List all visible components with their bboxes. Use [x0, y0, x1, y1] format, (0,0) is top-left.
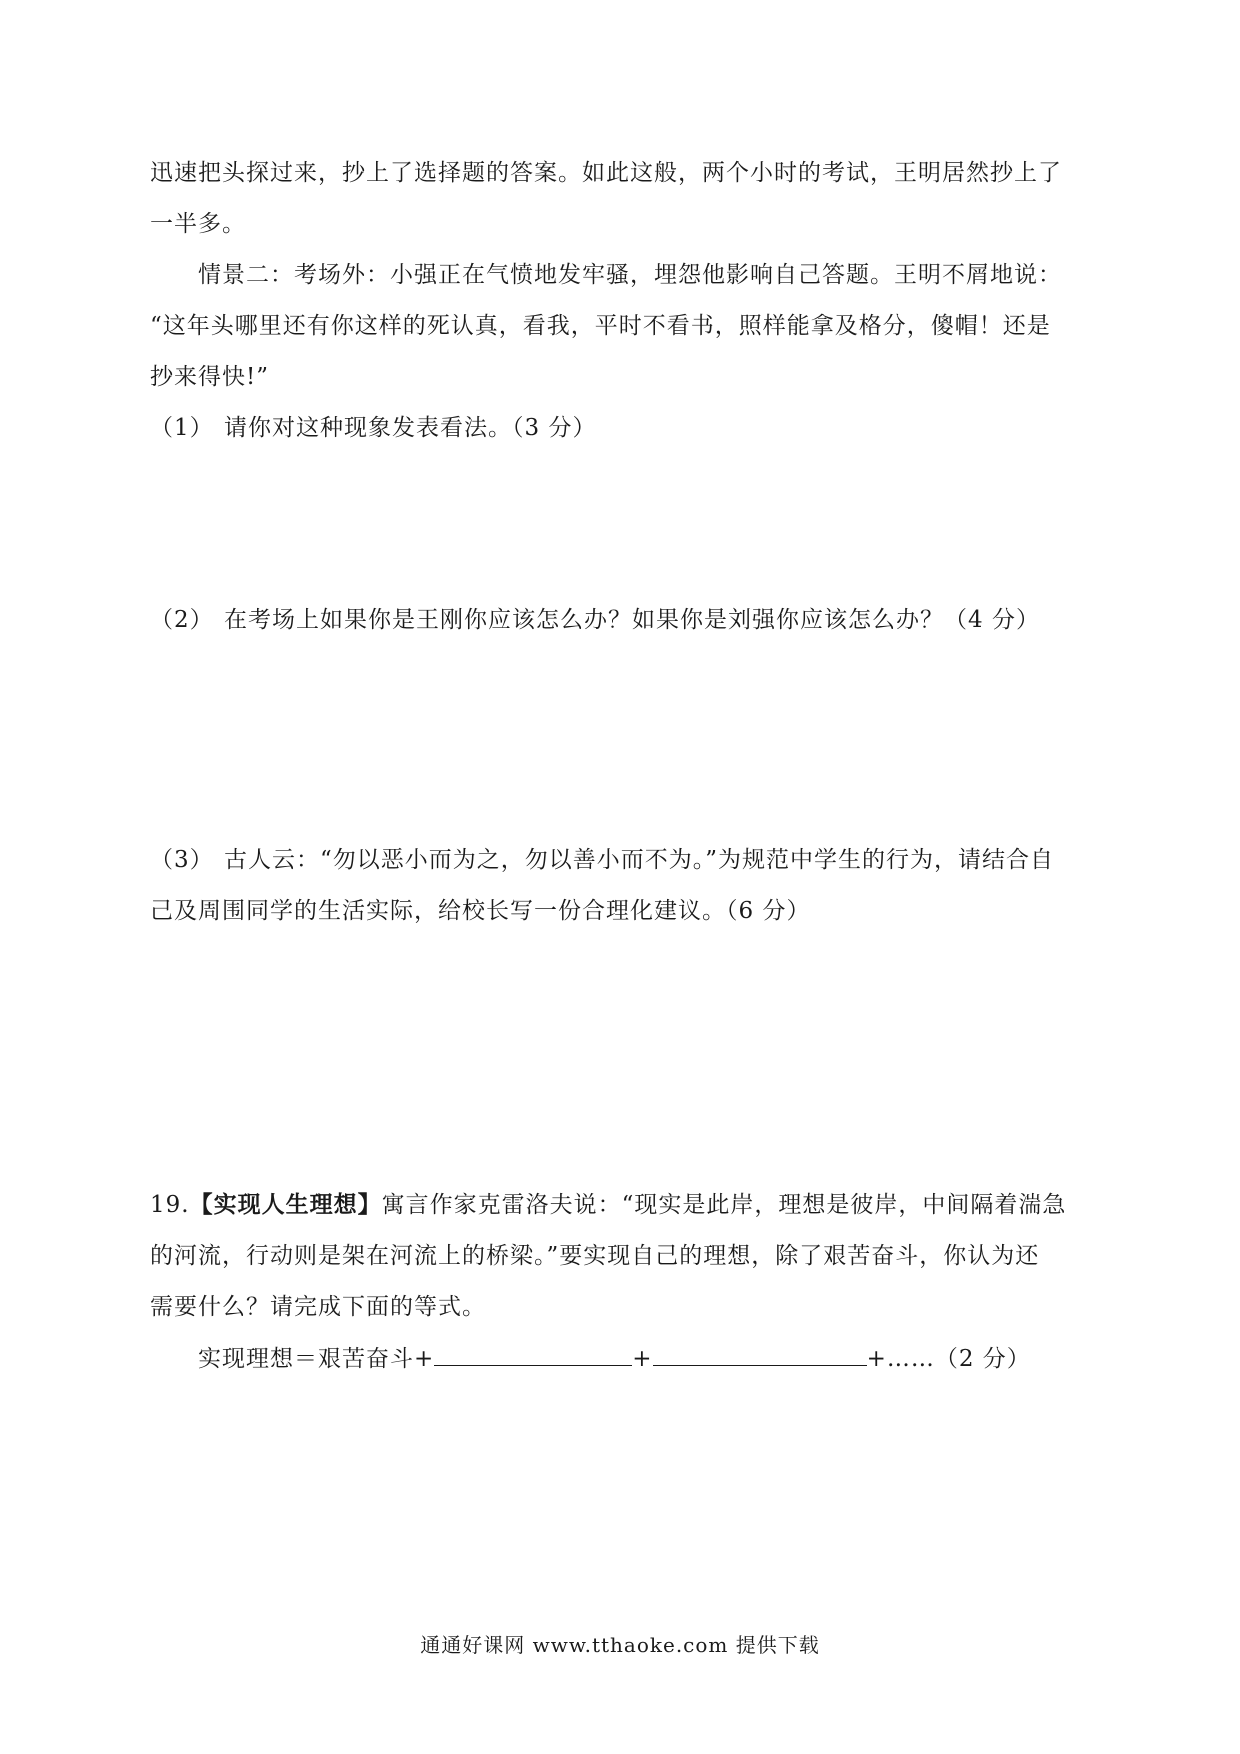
question-1 — [150, 413, 596, 443]
question-3-text-line-2: 己及周围同学的生活实际，给校长写一份合理化建议。（6 分） — [150, 898, 811, 924]
footer-text: 通通好课网 www.tthaoke.com 提供下载 — [420, 1633, 820, 1657]
question-19-line-3: 需要什么？请完成下面的等式。 — [150, 1294, 486, 1320]
formula-prefix: 实现理想＝艰苦奋斗+ — [198, 1346, 435, 1372]
question-3 — [150, 845, 1054, 875]
question-2 — [150, 605, 1040, 635]
answer-blank-2[interactable] — [653, 1343, 867, 1366]
question-1-number: （1） — [150, 415, 214, 441]
question-19-number: 19. — [150, 1192, 190, 1218]
scene2-line-2: “这年头哪里还有你这样的死认真，看我，平时不看书，照样能拿及格分，傻帽！还是 — [150, 313, 1051, 339]
question-2-text: 在考场上如果你是王刚你应该怎么办？如果你是刘强你应该怎么办？（4 分） — [224, 607, 1040, 633]
formula-suffix: +……（2 分） — [866, 1346, 1031, 1372]
question-1-text: 请你对这种现象发表看法。（3 分） — [224, 415, 597, 441]
question-3-text-line-1: 古人云：“勿以恶小而为之，勿以善小而不为。”为规范中学生的行为，请结合自 — [224, 847, 1055, 873]
passage-line-2: 一半多。 — [150, 211, 246, 237]
question-19-title: 【实现人生理想】 — [189, 1191, 382, 1218]
passage-line-1: 迅速把头探过来，抄上了选择题的答案。如此这般，两个小时的考试，王明居然抄上了 — [150, 160, 1062, 186]
formula-line — [198, 1343, 1031, 1374]
scene2-line-1: 情景二：考场外：小强正在气愤地发牢骚，埋怨他影响自己答题。王明不屑地说： — [198, 262, 1062, 288]
question-19-line-1 — [150, 1190, 1066, 1220]
question-19-line-2: 的河流，行动则是架在河流上的桥梁。”要实现自己的理想，除了艰苦奋斗，你认为还 — [150, 1243, 1040, 1269]
question-2-number: （2） — [150, 607, 214, 633]
formula-plus: + — [632, 1346, 653, 1372]
question-19-line-1-rest: 寓言作家克雷洛夫说：“现实是此岸，理想是彼岸，中间隔着湍急 — [381, 1192, 1067, 1218]
scene2-line-3: 抄来得快!” — [150, 364, 270, 390]
answer-blank-1[interactable] — [434, 1343, 632, 1366]
question-3-number: （3） — [150, 847, 214, 873]
